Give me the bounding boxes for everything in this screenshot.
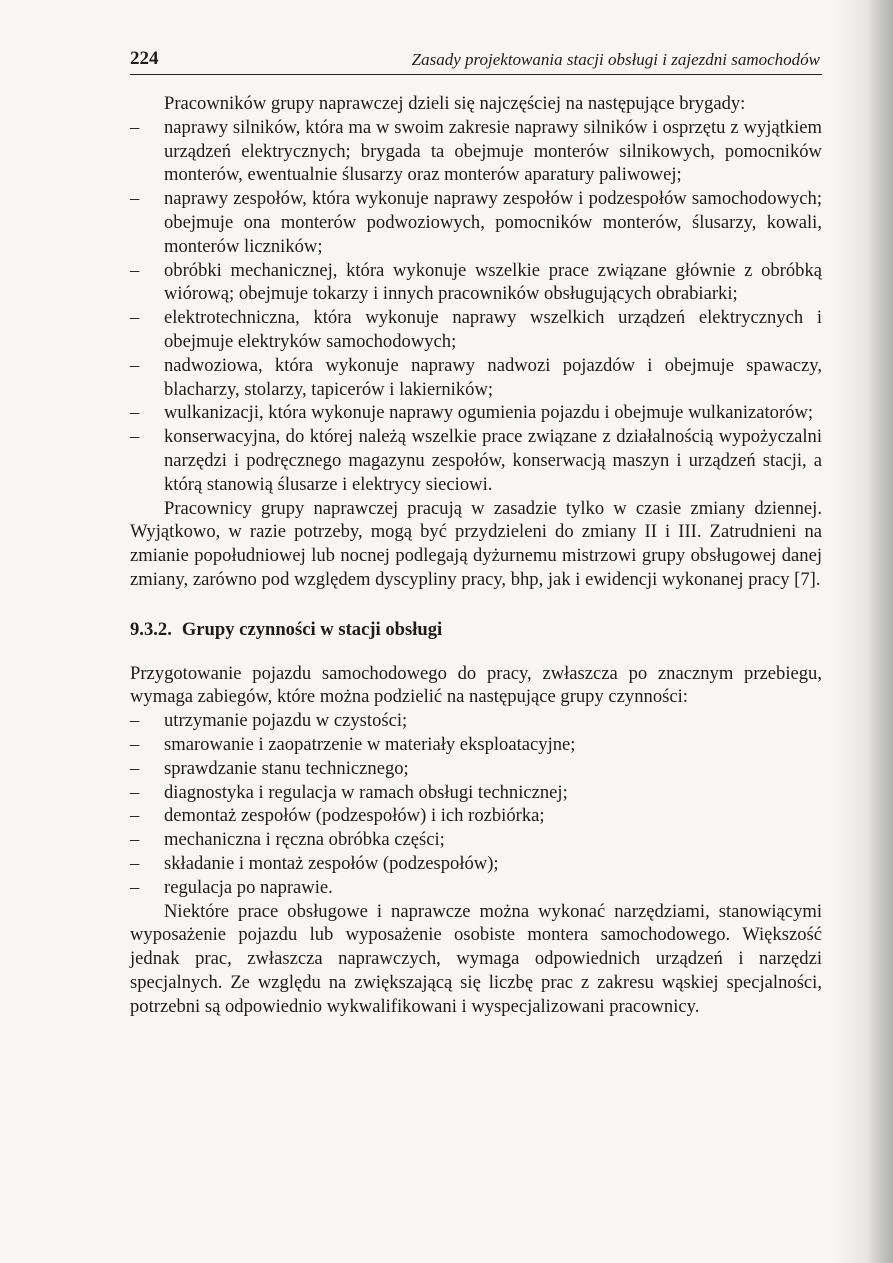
dash-bullet: – — [130, 307, 140, 329]
list-item — [130, 852, 822, 876]
page-body — [130, 92, 822, 1018]
list-item — [130, 709, 822, 733]
dash-bullet: – — [130, 733, 140, 755]
dash-bullet: – — [130, 757, 140, 779]
list-item — [130, 733, 822, 757]
page-edge-shadow — [833, 0, 893, 1263]
list-item — [130, 876, 822, 900]
dash-bullet: – — [130, 876, 140, 898]
list-item — [130, 116, 822, 187]
dash-bullet: – — [130, 426, 140, 448]
list-item-text: składanie i montaż zespołów (podzespołów); — [164, 852, 499, 874]
list-item — [130, 425, 822, 496]
running-title: Zasady projektowania stacji obsługi i zajezdni samochodów — [411, 50, 820, 69]
list-item-text: elektrotechniczna, która wykonuje naprawy wszelkich urządzeń elektrycznych i obejmuje elektryków samochodowych; — [164, 307, 822, 352]
list-item-text: naprawy silników, która ma w swoim zakresie naprawy silników i osprzętu z wyjątkiem urządzeń elektrycznych; brygada ta obejmuje monterów silnikowych, pomocników monterów, ewentualnie ślusarzy oraz monterów aparatury paliwowej; — [164, 116, 822, 186]
section-number: 9.3.2. — [130, 618, 172, 640]
page-number: 224 — [130, 48, 159, 69]
dash-bullet: – — [130, 188, 140, 210]
dash-bullet: – — [130, 781, 140, 803]
dash-bullet: – — [130, 116, 140, 138]
list-item-text: obróbki mechanicznej, która wykonuje wszelkie prace związane głównie z obróbką wiórową; obejmuje tokarzy i innych pracowników obsługujących obrabiarki; — [164, 259, 822, 305]
dash-bullet: – — [130, 852, 140, 874]
list-item-text: demontaż zespołów (podzespołów) i ich rozbiórka; — [164, 805, 545, 827]
list-item — [130, 401, 822, 425]
list-item-text: nadwoziowa, która wykonuje naprawy nadwozi pojazdów i obejmuje spawaczy, blacharzy, stolarzy, tapicerów i lakierników; — [164, 354, 822, 400]
list-item-text: wulkanizacji, która wykonuje naprawy ogumienia pojazdu i obejmuje wulkanizatorów; — [164, 402, 814, 424]
dash-bullet: – — [130, 402, 140, 424]
list-item — [130, 354, 822, 402]
brigades-list — [130, 116, 822, 497]
section-intro-paragraph: Przygotowanie pojazdu samochodowego do pracy, zwłaszcza po znacznym przebiegu, wymaga zabiegów, które można podzielić na następujące grupy czynności: — [130, 662, 822, 708]
section-heading — [130, 618, 822, 642]
dash-bullet: – — [130, 354, 140, 376]
list-item — [130, 828, 822, 852]
list-item-text: utrzymanie pojazdu w czystości; — [164, 710, 408, 732]
list-item — [130, 306, 822, 354]
list-item — [130, 187, 822, 258]
list-item-text: smarowanie i zaopatrzenie w materiały eksploatacyjne; — [164, 733, 576, 755]
list-item — [130, 259, 822, 307]
dash-bullet: – — [130, 259, 140, 281]
dash-bullet: – — [130, 829, 140, 851]
list-item-text: mechaniczna i ręczna obróbka części; — [164, 829, 445, 851]
list-item-text: regulacja po naprawie. — [164, 876, 333, 898]
dash-bullet: – — [130, 710, 140, 732]
dash-bullet: – — [130, 805, 140, 827]
list-item — [130, 757, 822, 781]
list-item — [130, 804, 822, 828]
section-title: Grupy czynności w stacji obsługi — [181, 618, 443, 640]
shifts-paragraph: Pracownicy grupy naprawczej pracują w zasadzie tylko w czasie zmiany dziennej. Wyjątkowo, w razie potrzeby, mogą być przydzieleni do zmiany II i III. Zatrudnieni na zmianie popołudniowej lub nocnej podlegają dyżurnemu mistrzowi grupy obsługowej danej zmiany, zarówno pod względem dyscypliny pracy, bhp, jak i ewidencji wykonanej pracy [7]. — [130, 497, 822, 590]
page-header — [130, 44, 822, 75]
list-item — [130, 781, 822, 805]
list-item-text: konserwacyjna, do której należą wszelkie prace związane z działalnością wypożyczalni narzędzi i podręcznego magazynu zespołów, konserwacją maszyn i urządzeń stacji, a którą stanowią ślusarze i elektrycy sieciowi. — [164, 426, 822, 495]
closing-paragraph: Niektóre prace obsługowe i naprawcze można wykonać narzędziami, stanowiącymi wyposażenie pojazdu lub wyposażenie osobiste montera samochodowego. Większość jednak prac, zwłaszcza naprawczych, wymaga odpowiednich urządzeń i narzędzi specjalnych. Ze względu na zwiększającą się liczbę prac z zakresu wąskiej specjalności, potrzebni są odpowiednio wykwalifikowani i wyspecjalizowani pracownicy. — [130, 900, 822, 1017]
list-item-text: naprawy zespołów, która wykonuje naprawy zespołów i podzespołów samochodowych; obejmuje ona monterów podwoziowych, pomocników monterów, ślusarzy, kowali, monterów liczników; — [164, 188, 822, 257]
list-item-text: sprawdzanie stanu technicznego; — [164, 757, 409, 779]
activities-list — [130, 709, 822, 899]
list-item-text: diagnostyka i regulacja w ramach obsługi technicznej; — [164, 781, 568, 803]
intro-paragraph: Pracowników grupy naprawczej dzieli się najczęściej na następujące brygady: — [164, 93, 746, 114]
